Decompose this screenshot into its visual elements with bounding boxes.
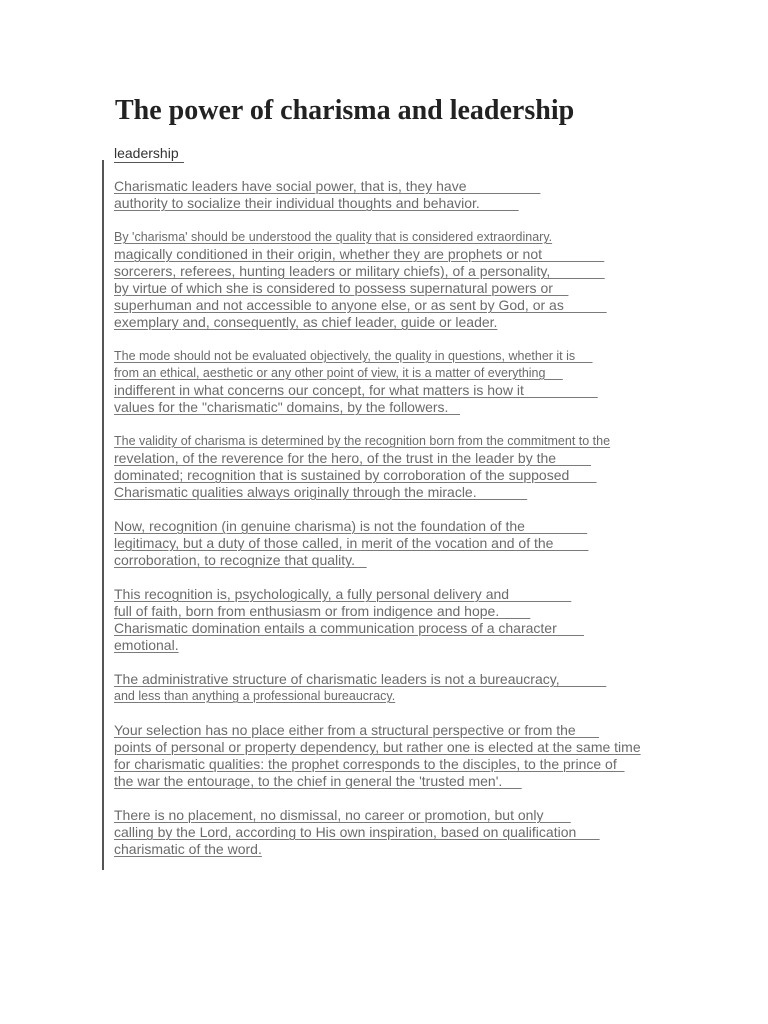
paragraph [114,229,674,331]
text-line: sorcerers, referees, hunting leaders or military chiefs), of a personality, [114,263,605,279]
text-line: full of faith, born from enthusiasm or from indigence and hope. [114,603,531,619]
text-line: The administrative structure of charismatic leaders is not a bureaucracy, [114,671,607,687]
text-line: Charismatic qualities always originally through the miracle. [114,484,528,500]
text-line: This recognition is, psychologically, a fully personal delivery and [114,586,572,602]
text-line: The mode should not be evaluated objectively, the quality in questions, whether it is [114,349,593,363]
text-line: charismatic of the word. [114,841,262,857]
text-line: Your selection has no place either from a structural perspective or from the [114,722,600,738]
text-line: values for the "charismatic" domains, by the followers. [114,399,461,415]
paragraph [114,671,674,705]
text-line: indifferent in what concerns our concept, for what matters is how it [114,382,598,398]
text-line: By 'charisma' should be understood the quality that is considered extraordinary. [114,230,553,244]
margin-rule [102,160,104,870]
subtitle-link[interactable]: leadership [114,145,179,161]
text-line: legitimacy, but a duty of those called, in merit of the vocation and of the [114,535,589,551]
text-line: magically conditioned in their origin, whether they are prophets or not [114,246,605,262]
text-line: Charismatic leaders have social power, that is, they have [114,178,541,194]
text-line: corroboration, to recognize that quality. [114,552,367,568]
paragraph [114,586,674,654]
text-line: The validity of charisma is determined by the recognition born from the commitment to the [114,434,611,448]
paragraph [114,348,674,416]
subtitle-underline [114,162,184,163]
text-line: revelation, of the reverence for the hero, of the trust in the leader by the [114,450,592,466]
paragraph [114,518,674,569]
paragraph [114,807,674,858]
text-line: calling by the Lord, according to His own inspiration, based on qualification [114,824,600,840]
text-line: exemplary and, consequently, as chief leader, guide or leader. [114,314,498,330]
text-line: and less than anything a professional bureaucracy. [114,689,396,703]
page-title: The power of charisma and leadership [115,95,575,126]
text-line: There is no placement, no dismissal, no career or promotion, but only [114,807,571,823]
text-line: authority to socialize their individual thoughts and behavior. [114,195,519,211]
text-line: from an ethical, aesthetic or any other point of view, it is a matter of everything [114,366,563,380]
paragraph [114,433,674,501]
text-line: superhuman and not accessible to anyone else, or as sent by God, or as [114,297,607,313]
text-line: Charismatic domination entails a communication process of a character [114,620,584,636]
text-line: the war the entourage, to the chief in general the 'trusted men'. [114,773,522,789]
text-line: for charismatic qualities: the prophet corresponds to the disciples, to the prince of [114,756,625,772]
document-body [114,178,674,875]
text-line: Now, recognition (in genuine charisma) is not the foundation of the [114,518,588,534]
text-line: emotional. [114,637,179,653]
text-line: by virtue of which she is considered to possess supernatural powers or [114,280,569,296]
text-line: points of personal or property dependency, but rather one is elected at the same time [114,739,641,755]
paragraph [114,722,674,790]
text-line: dominated; recognition that is sustained by corroboration of the supposed [114,467,597,483]
paragraph [114,178,674,212]
